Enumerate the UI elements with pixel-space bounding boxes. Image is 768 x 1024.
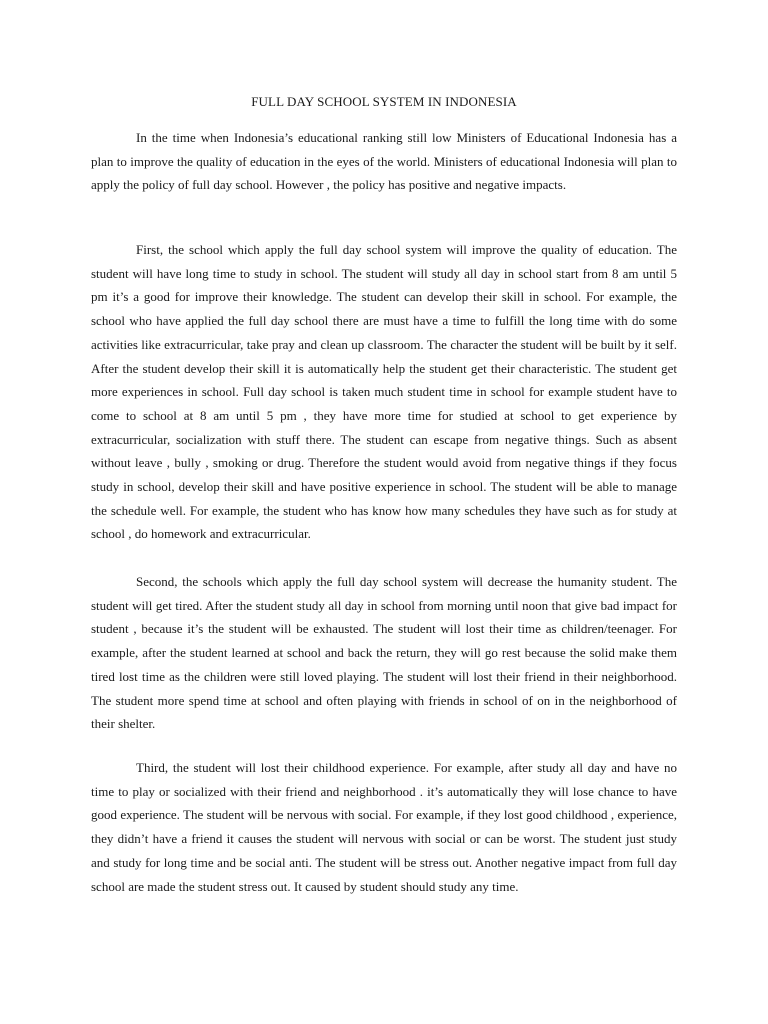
paragraph-third-point: Third, the student will lost their childhood experience. For example, after study all day and have no time to play or socialized with their friend and neighborhood . it’s automatically they will lose chance to have good experience. The student will be nervous with social. For example, if they lost good childhood , experience, they didn’t have a friend it causes the student will nervous with social or can be worst. The student just study and study for long time and be social anti. The student will be stress out. Another negative impact from full day school are made the student stress out. It caused by student should study any time.	[91, 760, 677, 894]
paragraph-second-point: Second, the schools which apply the full day school system will decrease the humanity student. The student will get tired. After the student study all day in school from morning until noon that give bad impact for student , because it’s the student will be exhausted. The student will lost their time as children/teenager. For example, after the student learned at school and back the return, they will go rest because the solid make them tired lost time as the children were still loved playing. The student will lost their friend in their neighborhood. The student more spend time at school and often playing with friends in school of on in the neighborhood of their shelter.	[91, 574, 677, 732]
paragraph-first-point: First, the school which apply the full day school system will improve the quality of education. The student will have long time to study in school. The student will study all day in school start from 8 am until 5 pm it’s a good for improve their knowledge. The student can develop their skill in school. For example, the school who have applied the full day school there are must have a time to fulfill the long time with do some activities like extracurricular, take pray and clean up classroom. The character the student will be built by it self. After the student develop their skill it is automatically help the student get their characteristic. The student get more experiences in school. Full day school is taken much student time in school for example student have to come to school at 8 am until 5 pm , they have more time for studied at school to get experience by extracurricular, socialization with stuff there. The student can escape from negative things. Such as absent without leave , bully , smoking or drug. Therefore the student would avoid from negative things if they focus study in school, develop their skill and have positive experience in school. The student will be able to manage the schedule well. For example, the student who has know how many schedules they have such as for study at school , do homework and extracurricular.	[91, 242, 677, 542]
paragraph-introduction: In the time when Indonesia’s educational ranking still low Ministers of Educational Indonesia has a plan to improve the quality of education in the eyes of the world. Ministers of educational Indonesia will plan to apply the policy of full day school. However , the policy has positive and negative impacts.	[91, 130, 677, 193]
document-title: FULL DAY SCHOOL SYSTEM IN INDONESIA	[251, 94, 517, 109]
